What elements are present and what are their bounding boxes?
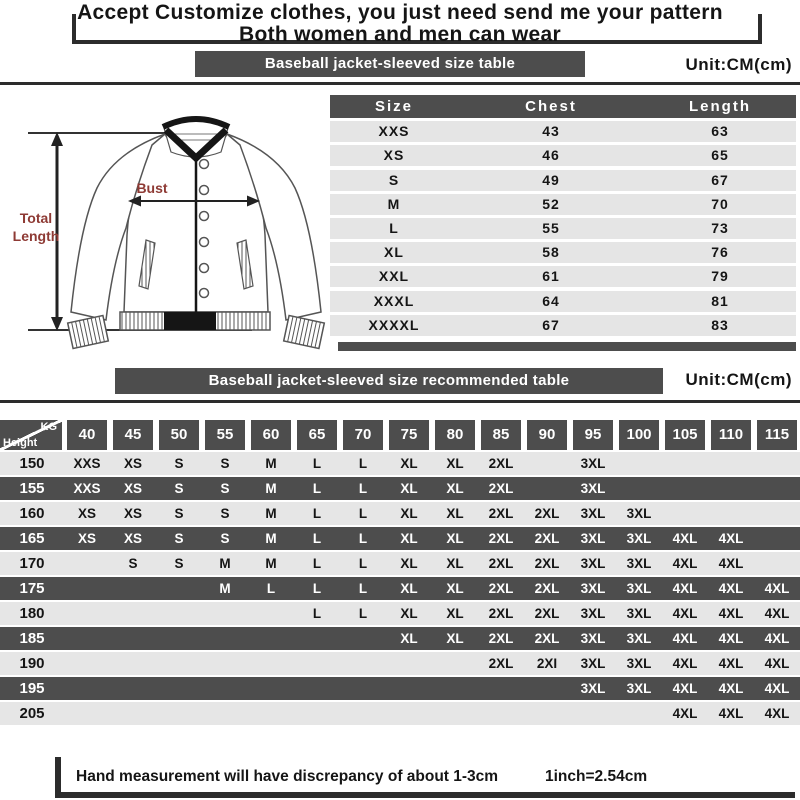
- size-recommendation-cell: L: [358, 531, 368, 546]
- size-recommendation-cell: [340, 627, 386, 650]
- size-recommendation-cell: 4XL: [672, 631, 698, 646]
- size-recommendation-cell: [64, 602, 110, 625]
- size-recommendation-cell: [202, 602, 248, 625]
- divider-line-2: [0, 400, 800, 403]
- size-recommendation-cell: XL: [400, 506, 418, 521]
- matrix-row: [0, 552, 800, 575]
- weight-header-cell: 100: [619, 420, 659, 450]
- size-recommendation-cell: M: [219, 581, 231, 596]
- size-recommendation-cell: 2XL: [488, 531, 514, 546]
- col-header-size: Size: [374, 98, 413, 115]
- size-recommendation-cell: 3XL: [626, 556, 652, 571]
- size-recommendation-cell: 4XL: [718, 706, 744, 721]
- size-recommendation-cell: 3XL: [626, 631, 652, 646]
- size-recommendation-cell: [110, 577, 156, 600]
- size-recommendation-cell: [64, 677, 110, 700]
- size-recommendation-cell: 3XL: [580, 681, 606, 696]
- chest-value: 67: [542, 316, 560, 333]
- size-value: XXXL: [373, 292, 415, 309]
- size-value: XS: [383, 147, 405, 164]
- size-recommendation-cell: M: [265, 506, 277, 521]
- corner-kg-label: KG: [40, 421, 57, 433]
- size-recommendation-cell: 4XL: [718, 556, 744, 571]
- size-recommendation-cell: 4XL: [718, 656, 744, 671]
- size-recommendation-cell: [754, 502, 800, 525]
- size-recommendation-cell: XL: [400, 581, 418, 596]
- size-recommendation-cell: 3XL: [626, 506, 652, 521]
- size-recommendation-cell: 2XL: [534, 606, 560, 621]
- size-recommendation-cell: 4XL: [764, 706, 790, 721]
- size-recommendation-cell: 3XL: [580, 656, 606, 671]
- size-recommendation-cell: 4XL: [672, 656, 698, 671]
- size-recommendation-cell: 4XL: [718, 606, 744, 621]
- size-value: XXXXL: [368, 316, 420, 333]
- size-recommendation-cell: 2XL: [488, 506, 514, 521]
- size-recommendation-cell: XL: [446, 456, 464, 471]
- corner-height-label: Height: [3, 437, 38, 449]
- size-recommendation-cell: S: [174, 481, 184, 496]
- col-header-chest: Chest: [525, 98, 577, 115]
- size-recommendation-cell: [202, 702, 248, 725]
- size-table-row: [330, 315, 796, 336]
- size-recommendation-cell: [662, 452, 708, 475]
- matrix-row: [0, 452, 800, 475]
- size-recommendation-cell: [708, 502, 754, 525]
- size-recommendation-cell: 4XL: [672, 581, 698, 596]
- size-recommendation-cell: 2XL: [488, 656, 514, 671]
- length-value: 65: [711, 147, 729, 164]
- size-recommendation-cell: [432, 677, 478, 700]
- length-value: 83: [711, 316, 729, 333]
- size-value: XXL: [378, 268, 410, 285]
- size-recommendation-cell: [64, 702, 110, 725]
- weight-header-cell: 70: [343, 420, 383, 450]
- weight-header-cell: 90: [527, 420, 567, 450]
- size-recommendation-cell: 3XL: [580, 456, 606, 471]
- size-recommendation-cell: 3XL: [580, 631, 606, 646]
- chest-value: 61: [542, 268, 560, 285]
- total-length-label-2: Length: [12, 228, 60, 244]
- size-recommendation-cell: L: [266, 581, 276, 596]
- matrix-row: [0, 627, 800, 650]
- size-recommendation-cell: 2XI: [536, 656, 558, 671]
- size-table-footer-bar: [338, 342, 796, 351]
- size-table-body: [330, 121, 796, 336]
- size-recommendation-cell: 3XL: [626, 531, 652, 546]
- size-recommendation-cell: 3XL: [626, 681, 652, 696]
- weight-header-cell: 75: [389, 420, 429, 450]
- size-recommendation-cell: S: [220, 481, 230, 496]
- size-recommendation-cell: [202, 627, 248, 650]
- size-recommendation-cell: 4XL: [764, 656, 790, 671]
- size-recommendation-cell: XL: [446, 506, 464, 521]
- size-recommendation-cell: [478, 702, 524, 725]
- size-recommendation-cell: [156, 652, 202, 675]
- size-value: S: [388, 171, 400, 188]
- size-recommendation-cell: 3XL: [580, 481, 606, 496]
- length-value: 79: [711, 268, 729, 285]
- size-recommendation-cell: [294, 627, 340, 650]
- size-recommendation-cell: 2XL: [534, 581, 560, 596]
- matrix-header-row: [0, 420, 800, 450]
- corner-cell: [0, 420, 62, 450]
- size-recommendation-cell: S: [174, 456, 184, 471]
- size-recommendation-cell: M: [219, 556, 231, 571]
- size-recommendation-cell: [616, 452, 662, 475]
- size-recommendation-cell: 2XL: [488, 631, 514, 646]
- total-length-label-1: Total: [19, 210, 53, 226]
- matrix-row: [0, 602, 800, 625]
- chest-value: 49: [542, 171, 560, 188]
- size-recommendation-cell: [570, 702, 616, 725]
- size-recommendation-cell: XL: [400, 456, 418, 471]
- size-recommendation-cell: [754, 527, 800, 550]
- length-value: 73: [711, 219, 729, 236]
- size-table-row: [330, 291, 796, 312]
- size-recommendation-cell: [340, 677, 386, 700]
- size-recommendation-cell: [616, 477, 662, 500]
- height-label: 175: [19, 580, 45, 597]
- chest-value: 64: [542, 292, 560, 309]
- size-recommendation-cell: [156, 677, 202, 700]
- size-table: [330, 95, 796, 336]
- size-recommendation-cell: [524, 702, 570, 725]
- size-recommendation-cell: XL: [446, 531, 464, 546]
- size-recommendation-cell: [248, 627, 294, 650]
- size-recommendation-cell: XL: [400, 631, 418, 646]
- size-table-row: [330, 218, 796, 239]
- height-label: 165: [19, 530, 45, 547]
- size-recommendation-cell: XXS: [73, 456, 101, 471]
- size-recommendation-cell: XS: [123, 506, 142, 521]
- size-recommendation-cell: XL: [446, 556, 464, 571]
- size-table-row: [330, 194, 796, 215]
- size-recommendation-cell: S: [220, 531, 230, 546]
- size-recommendation-cell: L: [358, 581, 368, 596]
- size-recommendation-cell: [478, 677, 524, 700]
- size-recommendation-cell: XL: [446, 631, 464, 646]
- size-recommendation-cell: XS: [123, 456, 142, 471]
- matrix-row: [0, 527, 800, 550]
- size-recommendation-cell: [64, 627, 110, 650]
- size-recommendation-cell: [156, 627, 202, 650]
- size-recommendation-cell: [432, 702, 478, 725]
- size-table-header: [330, 95, 796, 118]
- size-recommendation-cell: [754, 452, 800, 475]
- size-recommendation-cell: 3XL: [580, 556, 606, 571]
- size-recommendation-cell: [248, 702, 294, 725]
- recommended-table-banner: Baseball jacket-sleeved size recommended table: [115, 368, 663, 394]
- weight-header-cell: 105: [665, 420, 705, 450]
- size-recommendation-cell: [662, 502, 708, 525]
- size-table-row: [330, 145, 796, 166]
- size-table-row: [330, 170, 796, 191]
- size-recommendation-cell: XL: [400, 481, 418, 496]
- size-recommendation-cell: L: [312, 481, 322, 496]
- height-label: 160: [19, 505, 45, 522]
- size-recommendation-cell: [110, 627, 156, 650]
- size-recommendation-cell: XL: [446, 481, 464, 496]
- size-recommendation-cell: [110, 677, 156, 700]
- size-recommendation-cell: 4XL: [764, 631, 790, 646]
- matrix-row: [0, 677, 800, 700]
- size-recommendation-cell: S: [128, 556, 138, 571]
- size-recommendation-cell: [662, 477, 708, 500]
- size-recommendation-cell: 4XL: [764, 606, 790, 621]
- size-recommendation-cell: [156, 602, 202, 625]
- size-recommendation-cell: [294, 702, 340, 725]
- height-label: 155: [19, 480, 45, 497]
- size-recommendation-cell: 2XL: [534, 506, 560, 521]
- size-recommendation-cell: [340, 702, 386, 725]
- size-recommendation-cell: [248, 677, 294, 700]
- size-recommendation-cell: 4XL: [718, 631, 744, 646]
- size-recommendation-cell: 3XL: [580, 606, 606, 621]
- size-recommendation-cell: M: [265, 556, 277, 571]
- size-recommendation-cell: [754, 477, 800, 500]
- size-recommendation-cell: XL: [400, 531, 418, 546]
- size-recommendation-cell: 4XL: [672, 531, 698, 546]
- weight-header-cell: 55: [205, 420, 245, 450]
- size-recommendation-cell: S: [174, 556, 184, 571]
- size-recommendation-cell: L: [312, 456, 322, 471]
- size-recommendation-cell: S: [220, 506, 230, 521]
- size-recommendation-cell: [708, 452, 754, 475]
- weight-header-cell: 65: [297, 420, 337, 450]
- size-recommendation-cell: M: [265, 531, 277, 546]
- size-recommendation-cell: [248, 602, 294, 625]
- size-value: M: [387, 195, 401, 212]
- size-recommendation-cell: [64, 652, 110, 675]
- height-label: 205: [19, 705, 45, 722]
- size-recommendation-cell: L: [358, 606, 368, 621]
- size-recommendation-cell: [64, 577, 110, 600]
- height-label: 185: [19, 630, 45, 647]
- weight-header-cell: 45: [113, 420, 153, 450]
- size-recommendation-cell: L: [312, 506, 322, 521]
- weight-header-cell: 60: [251, 420, 291, 450]
- size-recommendation-cell: 2XL: [534, 531, 560, 546]
- size-recommendation-cell: [386, 652, 432, 675]
- size-table-row: [330, 266, 796, 287]
- size-recommendation-cell: 2XL: [488, 481, 514, 496]
- size-recommendation-cell: 2XL: [534, 556, 560, 571]
- height-label: 195: [19, 680, 45, 697]
- size-recommendation-cell: [248, 652, 294, 675]
- length-value: 67: [711, 171, 729, 188]
- size-recommendation-cell: 3XL: [580, 506, 606, 521]
- size-recommendation-cell: [524, 452, 570, 475]
- size-recommendation-cell: L: [312, 531, 322, 546]
- size-recommendation-cell: 3XL: [626, 606, 652, 621]
- size-recommendation-cell: M: [265, 481, 277, 496]
- size-recommendation-cell: 3XL: [580, 531, 606, 546]
- size-recommendation-cell: XXS: [73, 481, 101, 496]
- weight-header-cell: 40: [67, 420, 107, 450]
- weight-header-cell: 85: [481, 420, 521, 450]
- size-recommendation-cell: L: [358, 456, 368, 471]
- size-recommendation-cell: [386, 702, 432, 725]
- size-recommendation-cell: L: [312, 581, 322, 596]
- jacket-drawing: [68, 119, 325, 348]
- chest-value: 43: [542, 123, 560, 140]
- size-value: L: [389, 219, 399, 236]
- col-header-length: Length: [689, 98, 751, 115]
- size-recommendation-cell: L: [358, 481, 368, 496]
- height-label: 190: [19, 655, 45, 672]
- size-recommendation-cell: L: [312, 556, 322, 571]
- size-recommendation-cell: 4XL: [672, 681, 698, 696]
- footer-conversion: 1inch=2.54cm: [545, 768, 648, 785]
- size-recommendation-cell: 2XL: [488, 456, 514, 471]
- size-recommendation-cell: 2XL: [534, 631, 560, 646]
- size-recommendation-cell: M: [265, 456, 277, 471]
- recommended-table: [0, 420, 800, 725]
- size-recommendation-cell: [64, 552, 110, 575]
- size-recommendation-cell: S: [174, 531, 184, 546]
- size-recommendation-cell: [754, 552, 800, 575]
- size-recommendation-cell: [294, 677, 340, 700]
- size-recommendation-cell: 4XL: [764, 681, 790, 696]
- matrix-row: [0, 702, 800, 725]
- header-line-2: Both women and men can wear: [239, 23, 561, 46]
- size-recommendation-cell: 2XL: [488, 581, 514, 596]
- matrix-row: [0, 477, 800, 500]
- length-value: 76: [711, 244, 729, 261]
- size-recommendation-cell: L: [312, 606, 322, 621]
- size-recommendation-cell: [386, 677, 432, 700]
- size-value: XL: [384, 244, 404, 261]
- size-recommendation-cell: 2XL: [488, 606, 514, 621]
- size-recommendation-cell: [110, 702, 156, 725]
- size-recommendation-cell: 3XL: [626, 656, 652, 671]
- matrix-body: [0, 452, 800, 725]
- chest-value: 55: [542, 219, 560, 236]
- size-recommendation-cell: [202, 677, 248, 700]
- jacket-diagram: [0, 90, 335, 358]
- size-recommendation-cell: L: [358, 506, 368, 521]
- matrix-row: [0, 577, 800, 600]
- size-recommendation-cell: 4XL: [672, 706, 698, 721]
- size-recommendation-cell: 2XL: [488, 556, 514, 571]
- chest-value: 58: [542, 244, 560, 261]
- matrix-row: [0, 502, 800, 525]
- chest-value: 46: [542, 147, 560, 164]
- size-recommendation-cell: [708, 477, 754, 500]
- length-value: 63: [711, 123, 729, 140]
- divider-line: [0, 82, 800, 85]
- unit-label-1: Unit:CM(cm): [685, 55, 792, 74]
- size-recommendation-cell: S: [220, 456, 230, 471]
- size-table-banner: Baseball jacket-sleeved size table: [195, 51, 585, 77]
- size-recommendation-cell: XS: [123, 481, 142, 496]
- size-recommendation-cell: L: [358, 556, 368, 571]
- size-value: XXS: [378, 123, 410, 140]
- size-recommendation-cell: XL: [446, 581, 464, 596]
- weight-header-cell: 80: [435, 420, 475, 450]
- size-recommendation-cell: [524, 477, 570, 500]
- size-recommendation-cell: XL: [400, 556, 418, 571]
- size-recommendation-cell: XS: [77, 531, 96, 546]
- weight-header-cell: 95: [573, 420, 613, 450]
- size-table-row: [330, 242, 796, 263]
- size-recommendation-cell: 4XL: [764, 581, 790, 596]
- size-recommendation-cell: [616, 702, 662, 725]
- size-recommendation-cell: [340, 652, 386, 675]
- size-recommendation-cell: [202, 652, 248, 675]
- weight-header-cell: 115: [757, 420, 797, 450]
- size-recommendation-cell: 4XL: [718, 531, 744, 546]
- height-label: 150: [19, 455, 45, 472]
- length-value: 70: [711, 195, 729, 212]
- length-value: 81: [711, 292, 729, 309]
- height-label: 170: [19, 555, 45, 572]
- size-recommendation-cell: XL: [400, 606, 418, 621]
- header-line-1: Accept Customize clothes, you just need send me your pattern: [77, 1, 723, 24]
- bust-label: Bust: [136, 180, 168, 196]
- size-table-row: [330, 121, 796, 142]
- size-recommendation-cell: 4XL: [718, 681, 744, 696]
- matrix-row: [0, 652, 800, 675]
- size-recommendation-cell: XS: [77, 506, 96, 521]
- size-recommendation-cell: [294, 652, 340, 675]
- height-label: 180: [19, 605, 45, 622]
- chest-value: 52: [542, 195, 560, 212]
- size-recommendation-cell: XS: [123, 531, 142, 546]
- size-recommendation-cell: [156, 577, 202, 600]
- unit-label-2: Unit:CM(cm): [685, 370, 792, 389]
- size-recommendation-cell: [524, 677, 570, 700]
- size-recommendation-cell: [156, 702, 202, 725]
- size-recommendation-cell: S: [174, 506, 184, 521]
- footer-note: Hand measurement will have discrepancy of about 1-3cm: [76, 768, 499, 785]
- size-recommendation-cell: 4XL: [718, 581, 744, 596]
- size-recommendation-cell: 4XL: [672, 556, 698, 571]
- size-recommendation-cell: 4XL: [672, 606, 698, 621]
- size-recommendation-cell: 3XL: [580, 581, 606, 596]
- size-recommendation-cell: [110, 602, 156, 625]
- size-recommendation-cell: [110, 652, 156, 675]
- size-recommendation-cell: 3XL: [626, 581, 652, 596]
- size-recommendation-cell: [432, 652, 478, 675]
- weight-header-cell: 50: [159, 420, 199, 450]
- weight-header-cell: 110: [711, 420, 751, 450]
- size-recommendation-cell: XL: [446, 606, 464, 621]
